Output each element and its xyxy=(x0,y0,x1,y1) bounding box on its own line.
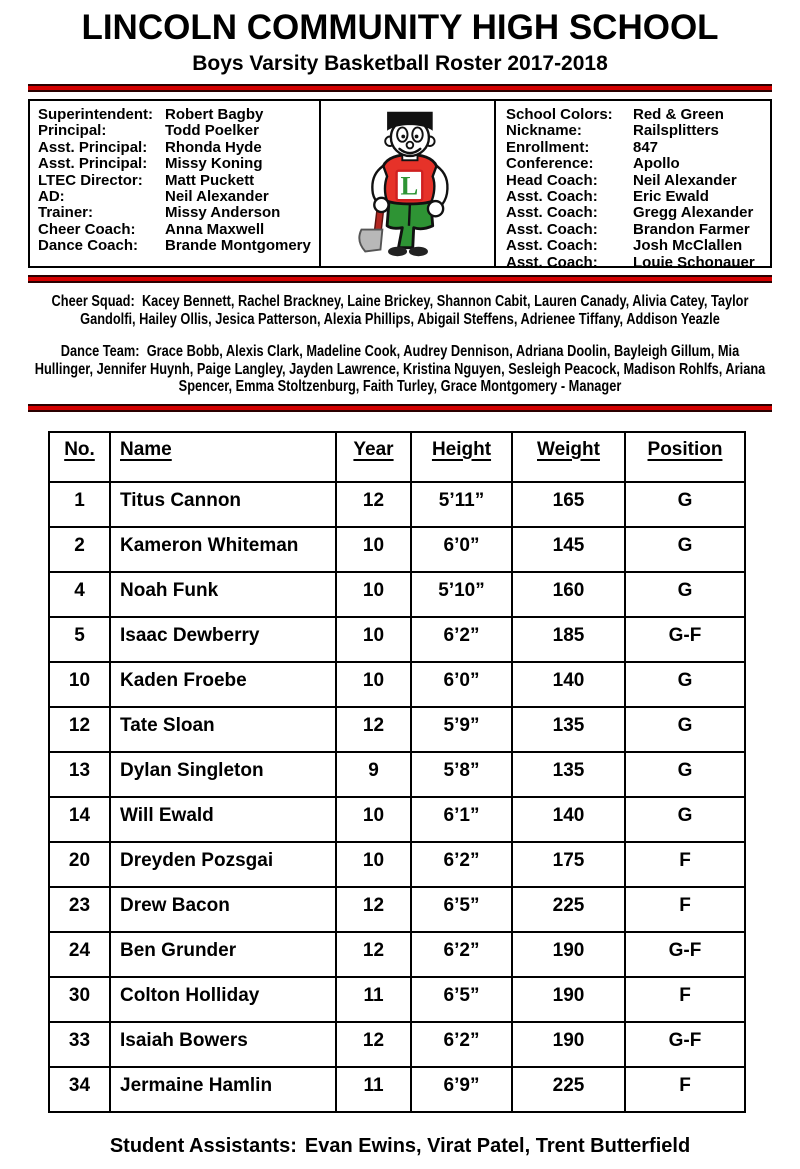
player-number: 33 xyxy=(49,1022,110,1067)
roster-row xyxy=(49,572,745,617)
roster-row xyxy=(49,707,745,752)
roster-row xyxy=(49,752,745,797)
player-name: Tate Sloan xyxy=(110,707,336,752)
player-year: 12 xyxy=(336,932,411,977)
player-number: 13 xyxy=(49,752,110,797)
player-height: 6’5” xyxy=(411,887,512,932)
svg-text:L: L xyxy=(400,169,418,200)
player-number: 34 xyxy=(49,1067,110,1112)
staff-value: Todd Poelker xyxy=(165,122,259,140)
player-number: 20 xyxy=(49,842,110,887)
roster-row xyxy=(49,1022,745,1067)
school-fact-line xyxy=(506,238,770,254)
player-name: Kameron Whiteman xyxy=(110,527,336,572)
player-position: G xyxy=(625,662,745,707)
player-height: 5’11” xyxy=(411,482,512,527)
staff-label: Asst. Principal: xyxy=(38,155,148,173)
staff-line xyxy=(38,123,319,139)
school-fact-value: Eric Ewald xyxy=(633,188,709,206)
player-position: G xyxy=(625,797,745,842)
player-position: F xyxy=(625,977,745,1022)
roster-row xyxy=(49,662,745,707)
school-fact-label: School Colors: xyxy=(506,106,613,123)
player-year: 10 xyxy=(336,797,411,842)
player-number: 30 xyxy=(49,977,110,1022)
player-height: 6’2” xyxy=(411,932,512,977)
player-height: 6’2” xyxy=(411,617,512,662)
player-number: 24 xyxy=(49,932,110,977)
staff-value: Robert Bagby xyxy=(165,106,264,123)
staff-label: Principal: xyxy=(38,122,107,140)
school-fact-line xyxy=(506,123,770,139)
player-number: 2 xyxy=(49,527,110,572)
player-position: G xyxy=(625,707,745,752)
player-year: 10 xyxy=(336,617,411,662)
staff-value: Brande Montgomery xyxy=(165,237,311,255)
player-weight: 185 xyxy=(512,617,625,662)
player-number: 5 xyxy=(49,617,110,662)
player-position: G-F xyxy=(625,932,745,977)
roster-row xyxy=(49,1067,745,1112)
staff-line xyxy=(38,107,319,123)
page-subtitle: Boys Varsity Basketball Roster 2017-2018 xyxy=(192,52,608,75)
cheer-squad-paragraph xyxy=(32,293,768,328)
player-name: Isaiah Bowers xyxy=(110,1022,336,1067)
school-fact-line xyxy=(506,205,770,221)
player-year: 11 xyxy=(336,977,411,1022)
school-fact-label: Nickname: xyxy=(506,122,582,140)
player-year: 9 xyxy=(336,752,411,797)
school-fact-line xyxy=(506,255,770,271)
school-fact-value: Gregg Alexander xyxy=(633,204,754,222)
player-weight: 160 xyxy=(512,572,625,617)
player-name: Isaac Dewberry xyxy=(110,617,336,662)
player-height: 6’0” xyxy=(411,662,512,707)
player-year: 12 xyxy=(336,887,411,932)
cheer-squad-label: Cheer Squad: xyxy=(51,293,135,310)
player-position: F xyxy=(625,887,745,932)
player-position: G xyxy=(625,527,745,572)
staff-label: Cheer Coach: xyxy=(38,220,136,238)
player-name: Dylan Singleton xyxy=(110,752,336,797)
staff-value: Rhonda Hyde xyxy=(165,138,262,156)
player-height: 6’9” xyxy=(411,1067,512,1112)
school-fact-line xyxy=(506,189,770,205)
player-weight: 190 xyxy=(512,977,625,1022)
school-fact-value: Josh McClallen xyxy=(633,237,743,255)
school-fact-line xyxy=(506,222,770,238)
school-fact-label: Asst. Coach: xyxy=(506,220,598,238)
player-weight: 225 xyxy=(512,1067,625,1112)
roster-table-header xyxy=(49,432,745,482)
staff-label: Dance Coach: xyxy=(38,237,139,255)
dance-team-paragraph xyxy=(32,343,768,396)
player-height: 6’5” xyxy=(411,977,512,1022)
staff-value: Matt Puckett xyxy=(165,171,255,189)
player-number: 23 xyxy=(49,887,110,932)
staff-line xyxy=(38,189,319,205)
school-fact-line xyxy=(506,140,770,156)
school-fact-value: Neil Alexander xyxy=(633,171,737,189)
player-weight: 135 xyxy=(512,752,625,797)
staff-label: LTEC Director: xyxy=(38,171,143,189)
player-number: 12 xyxy=(49,707,110,752)
player-name: Kaden Froebe xyxy=(110,662,336,707)
player-position: G xyxy=(625,752,745,797)
staff-value: Anna Maxwell xyxy=(165,220,265,238)
school-fact-value: Red & Green xyxy=(633,106,724,123)
header-position: Position xyxy=(625,432,745,482)
player-year: 12 xyxy=(336,707,411,752)
staff-label: Superintendent: xyxy=(38,106,153,123)
school-fact-label: Asst. Coach: xyxy=(506,188,598,206)
staff-value: Neil Alexander xyxy=(165,188,269,206)
school-fact-value: Railsplitters xyxy=(633,122,719,140)
school-fact-label: Head Coach: xyxy=(506,171,598,189)
player-height: 5’8” xyxy=(411,752,512,797)
player-height: 5’9” xyxy=(411,707,512,752)
roster-row xyxy=(49,527,745,572)
player-year: 12 xyxy=(336,482,411,527)
player-name: Titus Cannon xyxy=(110,482,336,527)
player-weight: 140 xyxy=(512,797,625,842)
player-name: Dreyden Pozsgai xyxy=(110,842,336,887)
roster-row xyxy=(49,482,745,527)
staff-label: Asst. Principal: xyxy=(38,138,148,156)
roster-row xyxy=(49,977,745,1022)
roster-row xyxy=(49,932,745,977)
player-height: 6’0” xyxy=(411,527,512,572)
player-position: F xyxy=(625,842,745,887)
player-year: 12 xyxy=(336,1022,411,1067)
red-divider-bottom xyxy=(28,404,772,412)
red-divider-top xyxy=(28,84,772,92)
player-weight: 225 xyxy=(512,887,625,932)
school-info-box xyxy=(28,99,772,271)
player-year: 10 xyxy=(336,527,411,572)
student-assistants-label: Student Assistants: xyxy=(109,1134,297,1157)
roster-row xyxy=(49,617,745,662)
staff-list xyxy=(30,101,319,266)
player-name: Drew Bacon xyxy=(110,887,336,932)
staff-value: Missy Koning xyxy=(165,155,263,173)
player-height: 6’2” xyxy=(411,842,512,887)
railsplitter-mascot-icon xyxy=(332,105,484,263)
player-weight: 135 xyxy=(512,707,625,752)
header-year: Year xyxy=(336,432,411,482)
school-fact-line xyxy=(506,156,770,172)
player-position: G-F xyxy=(625,617,745,662)
page-title: LINCOLN COMMUNITY HIGH SCHOOL xyxy=(81,8,719,47)
roster-row xyxy=(49,887,745,932)
staff-line xyxy=(38,173,319,189)
header-name: Name xyxy=(110,432,336,482)
header-weight: Weight xyxy=(512,432,625,482)
player-weight: 175 xyxy=(512,842,625,887)
school-facts-list xyxy=(496,101,770,271)
player-name: Noah Funk xyxy=(110,572,336,617)
dance-team-label: Dance Team: xyxy=(60,343,140,360)
school-fact-value: Brandon Farmer xyxy=(633,220,750,238)
header-height: Height xyxy=(411,432,512,482)
player-weight: 145 xyxy=(512,527,625,572)
mascot-cell xyxy=(319,101,496,266)
dance-team-members: Grace Bobb, Alexis Clark, Madeline Cook, Audrey Dennison, Adriana Doolin, Bayleigh Gillum, Mia Hullinger, Jennifer Huynh, Paige Langley, Jayden Lawrence, Kristina Nguyen, Sesleigh Peacock, Madison Rohlfs, Ariana Spencer, Emma Stoltzenburg, Faith Turley, Grace Montgomery - Manager xyxy=(34,343,766,395)
student-assistants-line xyxy=(0,1135,800,1158)
roster-table-body xyxy=(49,482,745,1112)
school-fact-line xyxy=(506,173,770,189)
school-fact-value: Apollo xyxy=(633,155,680,173)
roster-header-row xyxy=(49,432,745,482)
staff-label: Trainer: xyxy=(38,204,94,222)
player-year: 10 xyxy=(336,662,411,707)
school-fact-value: Louie Schonauer xyxy=(633,253,755,271)
player-year: 11 xyxy=(336,1067,411,1112)
cheer-squad-members: Kacey Bennett, Rachel Brackney, Laine Brickey, Shannon Cabit, Lauren Canady, Alivia Catey, Taylor Gandolfi, Hailey Ollis, Jesica Patterson, Alexia Phillips, Abigail Steffens, Adrienee Tiffany, Addison Yeazle xyxy=(80,293,749,328)
player-number: 14 xyxy=(49,797,110,842)
player-name: Will Ewald xyxy=(110,797,336,842)
player-year: 10 xyxy=(336,572,411,617)
player-name: Colton Holliday xyxy=(110,977,336,1022)
staff-value: Missy Anderson xyxy=(165,204,281,222)
school-fact-label: Enrollment: xyxy=(506,138,590,156)
player-position: G xyxy=(625,482,745,527)
player-year: 10 xyxy=(336,842,411,887)
school-fact-label: Asst. Coach: xyxy=(506,237,598,255)
player-height: 6’1” xyxy=(411,797,512,842)
staff-line xyxy=(38,205,319,221)
roster-row xyxy=(49,797,745,842)
player-name: Ben Grunder xyxy=(110,932,336,977)
player-weight: 140 xyxy=(512,662,625,707)
player-number: 4 xyxy=(49,572,110,617)
school-fact-line xyxy=(506,107,770,123)
player-position: F xyxy=(625,1067,745,1112)
player-weight: 190 xyxy=(512,1022,625,1067)
school-fact-label: Conference: xyxy=(506,155,594,173)
staff-line xyxy=(38,156,319,172)
player-number: 10 xyxy=(49,662,110,707)
player-height: 6’2” xyxy=(411,1022,512,1067)
staff-label: AD: xyxy=(38,188,65,206)
staff-line xyxy=(38,238,319,254)
player-weight: 190 xyxy=(512,932,625,977)
staff-line xyxy=(38,140,319,156)
player-position: G-F xyxy=(625,1022,745,1067)
roster-row xyxy=(49,842,745,887)
school-fact-value: 847 xyxy=(633,138,659,156)
player-weight: 165 xyxy=(512,482,625,527)
player-name: Jermaine Hamlin xyxy=(110,1067,336,1112)
school-fact-label: Asst. Coach: xyxy=(506,204,598,222)
staff-line xyxy=(38,222,319,238)
header-no: No. xyxy=(49,432,110,482)
player-number: 1 xyxy=(49,482,110,527)
roster-table xyxy=(48,431,746,1113)
red-divider-middle xyxy=(28,275,772,283)
player-height: 5’10” xyxy=(411,572,512,617)
school-fact-label: Asst. Coach: xyxy=(506,253,598,271)
player-position: G xyxy=(625,572,745,617)
student-assistants-names: Evan Ewins, Virat Patel, Trent Butterfield xyxy=(304,1134,691,1157)
